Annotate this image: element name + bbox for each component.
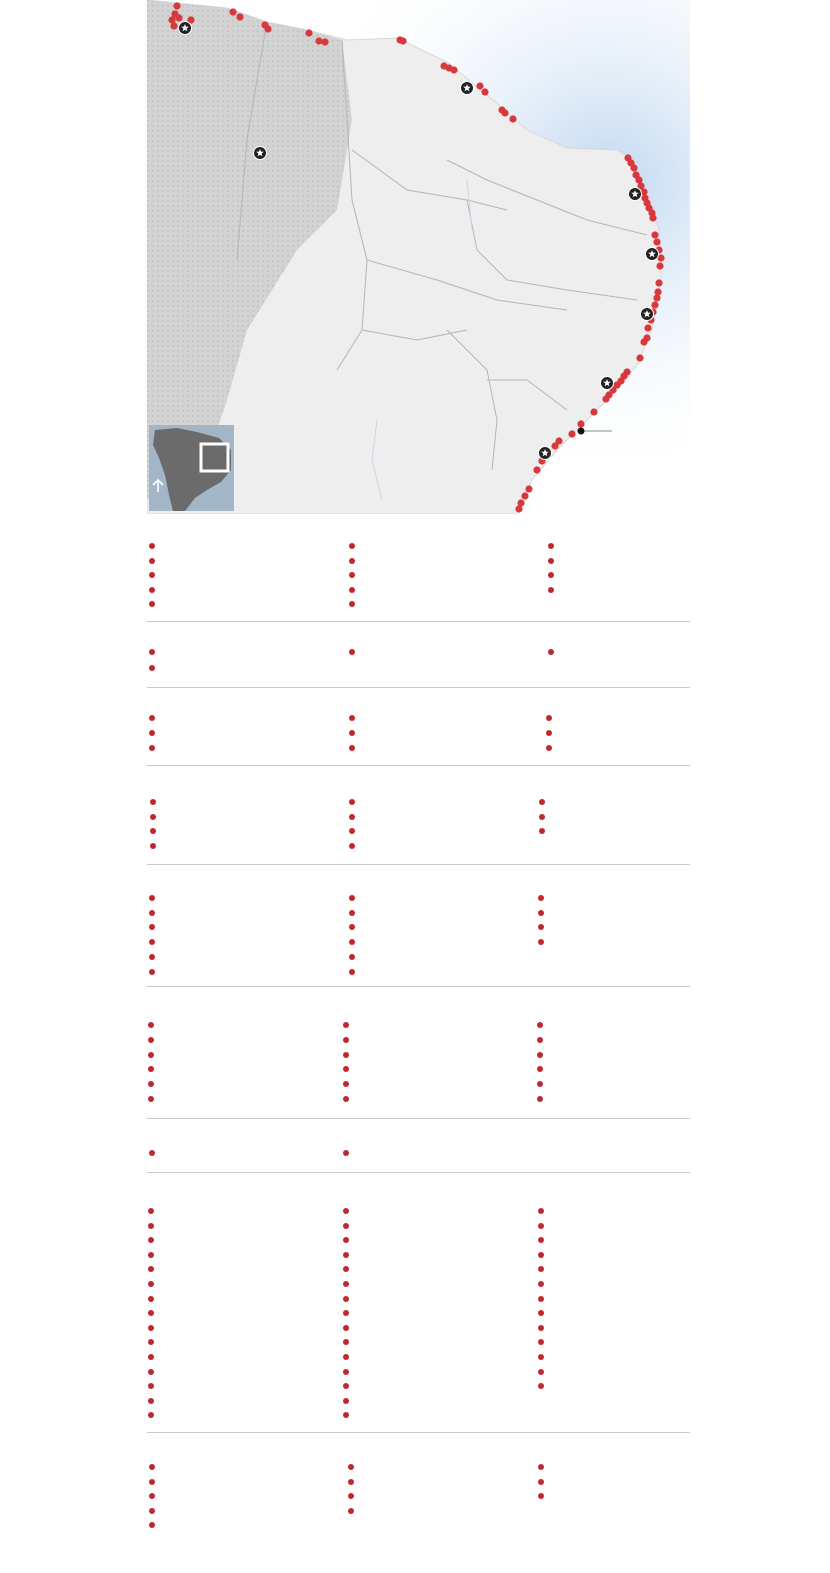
oil-spot-marker bbox=[636, 354, 643, 361]
star-in-circle-icon bbox=[646, 248, 659, 261]
spot-bullet bbox=[343, 1369, 349, 1375]
spot-bullet bbox=[349, 939, 355, 945]
spot-bullet bbox=[538, 1479, 544, 1485]
spot-bullet bbox=[548, 543, 554, 549]
spot-list-section bbox=[147, 766, 690, 865]
spot-bullet bbox=[538, 1266, 544, 1272]
oil-spot-marker bbox=[590, 408, 597, 415]
spot-bullet bbox=[148, 1310, 154, 1316]
spot-bullet bbox=[539, 799, 545, 805]
spot-bullet bbox=[148, 1339, 154, 1345]
oil-spot-marker bbox=[644, 324, 651, 331]
oil-spot-marker bbox=[305, 29, 312, 36]
spot-bullet bbox=[149, 665, 155, 671]
oil-spot-marker bbox=[481, 88, 488, 95]
oil-spot-marker bbox=[170, 22, 177, 29]
spot-bullet bbox=[349, 924, 355, 930]
spot-list-section bbox=[147, 1433, 690, 1573]
map bbox=[147, 0, 690, 514]
oil-spot-marker bbox=[525, 485, 532, 492]
spot-list-section bbox=[147, 1173, 690, 1433]
star-in-circle-icon bbox=[641, 308, 654, 321]
spot-bullet bbox=[149, 1479, 155, 1485]
spot-bullet bbox=[546, 715, 552, 721]
spot-bullet bbox=[537, 1037, 543, 1043]
spot-bullet bbox=[150, 814, 156, 820]
spot-bullet bbox=[343, 1150, 349, 1156]
oil-spot-marker bbox=[501, 109, 508, 116]
spot-bullet bbox=[548, 587, 554, 593]
oil-spot-marker bbox=[515, 505, 522, 512]
spot-bullet bbox=[349, 601, 355, 607]
spot-bullet bbox=[149, 1464, 155, 1470]
spot-bullet bbox=[537, 1052, 543, 1058]
spot-bullet bbox=[149, 1493, 155, 1499]
oil-spot-marker bbox=[602, 395, 609, 402]
oil-spot-marker bbox=[450, 66, 457, 73]
spot-bullet bbox=[548, 572, 554, 578]
spot-bullet bbox=[546, 730, 552, 736]
oil-spot-marker bbox=[651, 301, 658, 308]
spot-bullet bbox=[150, 828, 156, 834]
spot-bullet bbox=[148, 1383, 154, 1389]
spot-bullet bbox=[548, 649, 554, 655]
oil-spot-marker bbox=[653, 294, 660, 301]
spot-bullet bbox=[538, 1223, 544, 1229]
spot-bullet bbox=[538, 1354, 544, 1360]
spot-bullet bbox=[149, 558, 155, 564]
spot-bullet bbox=[149, 543, 155, 549]
spot-list-section bbox=[147, 1119, 690, 1173]
spot-bullet bbox=[538, 1339, 544, 1345]
oil-spot-marker bbox=[236, 13, 243, 20]
spot-bullet bbox=[349, 572, 355, 578]
spot-bullet bbox=[343, 1066, 349, 1072]
oil-spot-marker bbox=[173, 2, 180, 9]
spot-bullet bbox=[150, 843, 156, 849]
spot-bullet bbox=[343, 1296, 349, 1302]
spot-list-section bbox=[147, 514, 690, 622]
spot-bullet bbox=[349, 895, 355, 901]
spot-bullet bbox=[538, 1252, 544, 1258]
spot-bullet bbox=[149, 969, 155, 975]
spot-bullet bbox=[546, 745, 552, 751]
spot-bullet bbox=[349, 649, 355, 655]
spot-bullet bbox=[343, 1096, 349, 1102]
spot-bullet bbox=[349, 969, 355, 975]
spot-bullet bbox=[343, 1325, 349, 1331]
spot-bullet bbox=[349, 558, 355, 564]
spot-bullet bbox=[538, 1208, 544, 1214]
star-in-circle-icon bbox=[539, 447, 552, 460]
spot-bullet bbox=[343, 1081, 349, 1087]
spot-bullet bbox=[538, 1369, 544, 1375]
spot-bullet bbox=[538, 924, 544, 930]
spot-bullet bbox=[539, 814, 545, 820]
star-in-circle-icon bbox=[179, 22, 192, 35]
spot-bullet bbox=[148, 1325, 154, 1331]
oil-spot-marker bbox=[315, 37, 322, 44]
spot-bullet bbox=[537, 1066, 543, 1072]
spot-bullet bbox=[348, 1508, 354, 1514]
spot-bullet bbox=[538, 1325, 544, 1331]
spot-bullet bbox=[349, 799, 355, 805]
oil-spot-marker bbox=[655, 279, 662, 286]
oil-spot-marker bbox=[654, 288, 661, 295]
spot-bullet bbox=[349, 843, 355, 849]
spot-bullet bbox=[343, 1339, 349, 1345]
spot-bullet bbox=[148, 1223, 154, 1229]
oil-spot-marker bbox=[229, 8, 236, 15]
spot-list-section bbox=[147, 688, 690, 766]
spot-list-section bbox=[147, 865, 690, 987]
spot-bullet bbox=[149, 939, 155, 945]
spot-bullet bbox=[149, 745, 155, 751]
spot-bullet bbox=[149, 587, 155, 593]
oil-spot-marker bbox=[264, 25, 271, 32]
spot-bullet bbox=[150, 799, 156, 805]
oil-spot-marker bbox=[649, 214, 656, 221]
spot-bullet bbox=[349, 954, 355, 960]
spot-bullet bbox=[148, 1369, 154, 1375]
oil-spot-marker bbox=[533, 466, 540, 473]
spot-bullet bbox=[343, 1412, 349, 1418]
spot-bullet bbox=[149, 895, 155, 901]
spot-bullet bbox=[349, 828, 355, 834]
spot-bullet bbox=[343, 1354, 349, 1360]
spot-bullet bbox=[148, 1081, 154, 1087]
spot-bullet bbox=[148, 1252, 154, 1258]
oil-spot-marker bbox=[551, 442, 558, 449]
map-canvas bbox=[147, 0, 690, 514]
spot-bullet bbox=[148, 1208, 154, 1214]
spot-bullet bbox=[537, 1022, 543, 1028]
star-in-circle-icon bbox=[601, 377, 614, 390]
spot-bullet bbox=[349, 730, 355, 736]
spot-bullet bbox=[538, 1237, 544, 1243]
spot-bullet bbox=[349, 715, 355, 721]
spot-bullet bbox=[343, 1252, 349, 1258]
oil-spot-marker bbox=[577, 420, 584, 427]
star-in-circle-icon bbox=[254, 147, 267, 160]
oil-spot-marker bbox=[321, 38, 328, 45]
spot-bullet bbox=[343, 1281, 349, 1287]
spot-bullet bbox=[149, 1522, 155, 1528]
spot-bullet bbox=[537, 1096, 543, 1102]
spot-bullet bbox=[343, 1266, 349, 1272]
spot-bullet bbox=[149, 1150, 155, 1156]
spot-bullet bbox=[348, 1479, 354, 1485]
star-in-circle-icon bbox=[629, 188, 642, 201]
oil-spot-marker bbox=[509, 115, 516, 122]
spot-bullet bbox=[149, 715, 155, 721]
spot-list-sections bbox=[147, 514, 690, 1573]
spot-bullet bbox=[149, 572, 155, 578]
spot-bullet bbox=[538, 1281, 544, 1287]
oil-spot-marker bbox=[399, 37, 406, 44]
spot-bullet bbox=[148, 1052, 154, 1058]
spot-bullet bbox=[148, 1354, 154, 1360]
spot-bullet bbox=[343, 1208, 349, 1214]
spot-bullet bbox=[343, 1310, 349, 1316]
spot-bullet bbox=[343, 1398, 349, 1404]
oil-spot-marker bbox=[656, 262, 663, 269]
oil-spot-marker bbox=[630, 164, 637, 171]
spot-bullet bbox=[148, 1296, 154, 1302]
spot-bullet bbox=[148, 1398, 154, 1404]
spot-list-section bbox=[147, 987, 690, 1119]
spot-list-section bbox=[147, 622, 690, 688]
spot-bullet bbox=[149, 601, 155, 607]
oil-spot-marker bbox=[653, 238, 660, 245]
spot-bullet bbox=[538, 1383, 544, 1389]
spot-bullet bbox=[148, 1022, 154, 1028]
spot-bullet bbox=[538, 1310, 544, 1316]
spot-bullet bbox=[149, 1508, 155, 1514]
spot-bullet bbox=[149, 954, 155, 960]
spot-bullet bbox=[349, 814, 355, 820]
spot-bullet bbox=[343, 1037, 349, 1043]
spot-bullet bbox=[343, 1052, 349, 1058]
spot-bullet bbox=[548, 558, 554, 564]
oil-spot-marker bbox=[476, 82, 483, 89]
locator-inset bbox=[149, 425, 234, 511]
spot-bullet bbox=[148, 1096, 154, 1102]
spot-bullet bbox=[538, 895, 544, 901]
spot-bullet bbox=[538, 939, 544, 945]
spot-bullet bbox=[149, 924, 155, 930]
spot-bullet bbox=[349, 543, 355, 549]
spot-bullet bbox=[149, 910, 155, 916]
oil-spot-marker bbox=[568, 430, 575, 437]
spot-bullet bbox=[148, 1066, 154, 1072]
oil-spot-marker bbox=[651, 231, 658, 238]
spot-bullet bbox=[148, 1266, 154, 1272]
spot-bullet bbox=[148, 1412, 154, 1418]
spot-bullet bbox=[349, 910, 355, 916]
spot-bullet bbox=[538, 1464, 544, 1470]
spot-bullet bbox=[537, 1081, 543, 1087]
spot-bullet bbox=[343, 1237, 349, 1243]
spot-bullet bbox=[349, 745, 355, 751]
spot-bullet bbox=[348, 1464, 354, 1470]
spot-bullet bbox=[349, 587, 355, 593]
spot-bullet bbox=[343, 1022, 349, 1028]
spot-bullet bbox=[148, 1037, 154, 1043]
spot-bullet bbox=[149, 649, 155, 655]
spot-bullet bbox=[348, 1493, 354, 1499]
spot-bullet bbox=[539, 828, 545, 834]
oil-spot-marker bbox=[640, 338, 647, 345]
star-in-circle-icon bbox=[461, 82, 474, 95]
oil-spot-marker bbox=[521, 492, 528, 499]
spot-bullet bbox=[148, 1281, 154, 1287]
oil-spot-marker bbox=[175, 14, 182, 21]
spot-bullet bbox=[148, 1237, 154, 1243]
spot-bullet bbox=[538, 1493, 544, 1499]
spot-bullet bbox=[538, 910, 544, 916]
spot-bullet bbox=[538, 1296, 544, 1302]
spot-bullet bbox=[343, 1223, 349, 1229]
spot-bullet bbox=[149, 730, 155, 736]
spot-bullet bbox=[343, 1383, 349, 1389]
